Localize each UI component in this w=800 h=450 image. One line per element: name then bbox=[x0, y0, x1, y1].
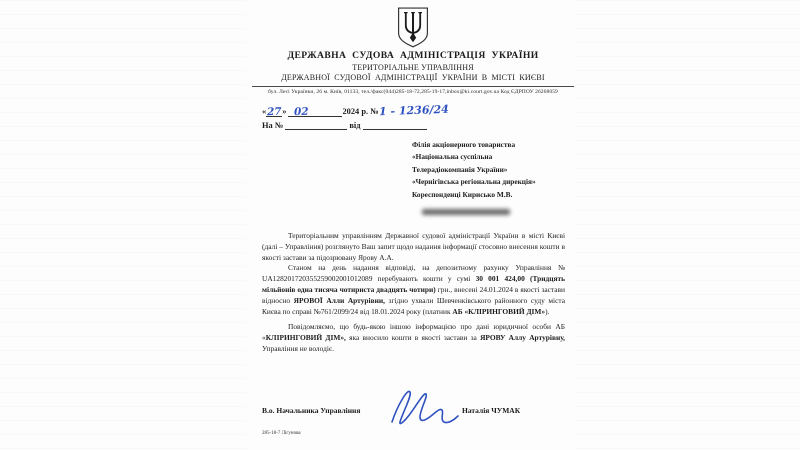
page-left-ghost-margin bbox=[0, 0, 246, 450]
handwritten-day: 27 bbox=[266, 105, 282, 119]
year-number-label: 2024 р. № bbox=[342, 107, 379, 116]
handwritten-doc-number: 1 - 1236/24 bbox=[378, 102, 449, 119]
ukraine-trident-emblem-icon bbox=[395, 6, 431, 48]
blank-line bbox=[314, 106, 342, 117]
address-line: бул. Лесі Українки, 26 м. Київ, 01133, тел./факс(044)285-18-72,285-19-17,inbox@ki.court.gov.ua Код ЄДРПОУ 26268059 bbox=[268, 89, 558, 95]
paragraph-2: Станом на день надання відповіді, на депозитному рахунку Управління № UA128201720355259002001012089 перебувають кошти у сумі 30 001 424,00 (Тридцять мільйонів одна тисяча чотириста двадцять чотири) грн., внесені 24.01.2024 в якості застави відносно ЯРОВОЇ Алли Артурівни, згідно ухвали Шевченківського районного суду міста Києва по справі №761/2099/24 від 18.01.2024 року (платник АБ «КЛІРИНГОВИЙ ДІМ»). bbox=[262, 263, 565, 316]
letter-document bbox=[246, 0, 580, 450]
vid-label: від bbox=[349, 121, 361, 130]
recipient-line: «Чернігівська регіональна дирекція» bbox=[412, 177, 536, 187]
recipient-line: Кореспонденці Кирисько М.В. bbox=[412, 189, 513, 199]
reply-reference-line bbox=[262, 119, 580, 134]
na-label: На № bbox=[262, 121, 284, 130]
recipient-line: «Національна суспільна bbox=[412, 152, 493, 162]
recipient-line: Філія акціонерного товариства bbox=[412, 140, 516, 149]
reference-block bbox=[262, 104, 580, 134]
org-title: ДЕРЖАВНА СУДОВА АДМІНІСТРАЦІЯ УКРАЇНИ bbox=[287, 50, 539, 61]
quote-close: » bbox=[282, 107, 287, 116]
org-subtitle-2: ДЕРЖАВНОЇ СУДОВОЇ АДМІНІСТРАЦІЇ УКРАЇНИ В МІСТІ КИЄВІ bbox=[281, 73, 545, 82]
org-subtitle-1: ТЕРИТОРІАЛЬНЕ УПРАВЛІННЯ bbox=[352, 63, 474, 72]
recipient-block bbox=[412, 139, 580, 201]
signer-name: Наталія ЧУМАК bbox=[462, 406, 521, 415]
blank-line bbox=[363, 119, 427, 130]
header-divider bbox=[252, 86, 574, 87]
letter-body bbox=[262, 231, 565, 355]
letterhead bbox=[246, 6, 580, 95]
date-line bbox=[262, 104, 580, 119]
blank-line bbox=[285, 119, 347, 130]
signer-position-title: В.о. Начальника Управління bbox=[262, 406, 361, 415]
paragraph-1: Територіальним управлінням Державної судової адміністрації України в місті Києві (далі – Управління) розглянуто Ваш запит щодо надання інформації стосовно внесення кошти в якості застави за підозрювану Ярову А.А. bbox=[262, 231, 565, 262]
paragraph-3: Повідомляємо, що будь-якою іншою інформацією про дані юридичної особи АБ «КЛІРИНГОВИЙ ДІМ», яка вносило кошти в якості застави за ЯРОВУ Аллу Артурівну, Управління не володіє. bbox=[262, 322, 566, 353]
quote-open: « bbox=[262, 107, 267, 116]
recipient-line: Телерадіокомпанія України» bbox=[412, 164, 508, 174]
redacted-email bbox=[422, 209, 510, 215]
handwritten-month: 02 bbox=[293, 105, 309, 119]
handwritten-signature-icon bbox=[384, 384, 466, 430]
executor-footer: 285-18-7 Лігунова bbox=[262, 431, 301, 436]
page-right-ghost-margin bbox=[576, 0, 800, 450]
